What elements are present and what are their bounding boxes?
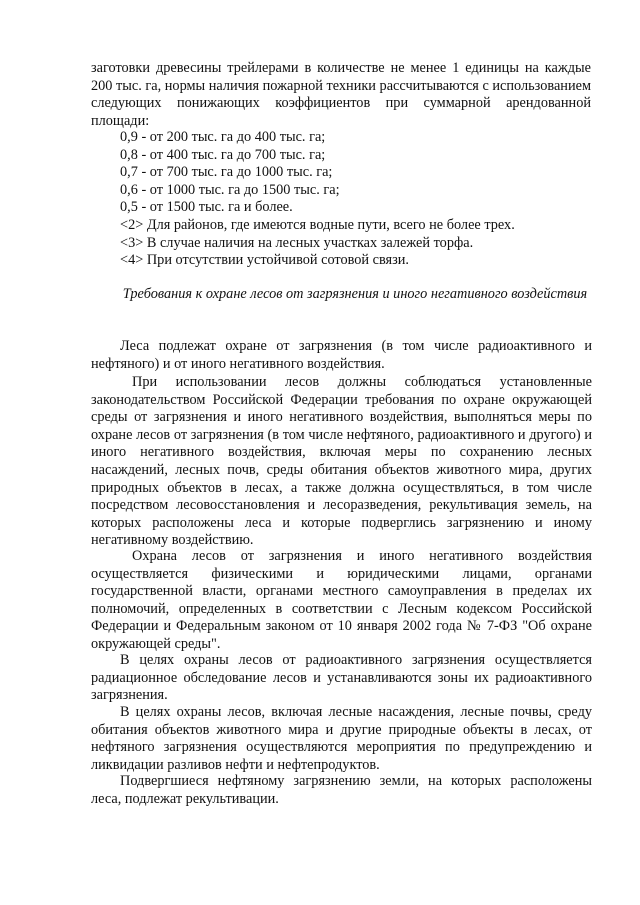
list-item: 0,8 - от 400 тыс. га до 700 тыс. га; (120, 146, 326, 163)
list-item: 0,5 - от 1500 тыс. га и более. (120, 199, 293, 216)
intro-paragraph: заготовки древесины трейлерами в количестве не менее 1 единицы на каждые 200 тыс. га, нормы наличия пожарной техники рассчитываются с использованием следующих понижающих коэффициентов при суммарной арендованной площади: (91, 60, 591, 129)
paragraph: В целях охраны лесов, включая лесные насаждения, лесные почвы, среду обитания объектов животного мира и другие природные объекты в лесах, от нефтяного загрязнения осуществляются мероприятия по предупреждению и ликвидации разливов нефти и нефтепродуктов. (91, 704, 592, 773)
section-heading: Требования к охране лесов от загрязнения и иного негативного воздействия (122, 286, 588, 302)
paragraph: При использовании лесов должны соблюдаться установленные законодательством Российской Федерации требования по охране окружающей среды от загрязнения и иного негативного воздействия, выполняться меры по охране лесов от загрязнения (в том числе нефтяного, радиоактивного и другого) и иного негативного воздействия, включая меры по сохранению лесных насаждений, лесных почв, среды обитания объектов животного мира, других природных объектов в лесах, а также должна осуществляться, в том числе посредством лесовосстановления и лесоразведения, рекультивация земель, на которых расположены леса и которые подверглись загрязнению и иному негативному воздействию. (91, 374, 592, 549)
footnote: <4> При отсутствии устойчивой сотовой связи. (120, 252, 409, 269)
paragraph: Подвергшиеся нефтяному загрязнению земли, на которых расположены леса, подлежат рекультивации. (91, 773, 592, 807)
list-item: 0,6 - от 1000 тыс. га до 1500 тыс. га; (120, 181, 340, 198)
paragraph: Охрана лесов от загрязнения и иного негативного воздействия осуществляется физическими и юридическими лицами, органами государственной власти, органами местного самоуправления в пределах их полномочий, определенных в соответствии с Лесным кодексом Российской Федерации и Федеральным законом от 10 января 2002 года № 7-ФЗ "Об охране окружающей среды". (91, 548, 592, 652)
coefficient-list (120, 129, 590, 270)
footnote: <2> Для районов, где имеются водные пути, всего не более трех. (120, 216, 515, 233)
paragraph: Леса подлежат охране от загрязнения (в том числе радиоактивного и нефтяного) и от иного негативного воздействия. (91, 338, 592, 372)
list-item: 0,9 - от 200 тыс. га до 400 тыс. га; (120, 129, 326, 145)
list-item: 0,7 - от 700 тыс. га до 1000 тыс. га; (120, 164, 333, 181)
footnote: <3> В случае наличия на лесных участках залежей торфа. (120, 234, 474, 251)
paragraph: В целях охраны лесов от радиоактивного загрязнения осуществляется радиационное обследование лесов и устанавливаются зоны их радиоактивного загрязнения. (91, 652, 592, 704)
